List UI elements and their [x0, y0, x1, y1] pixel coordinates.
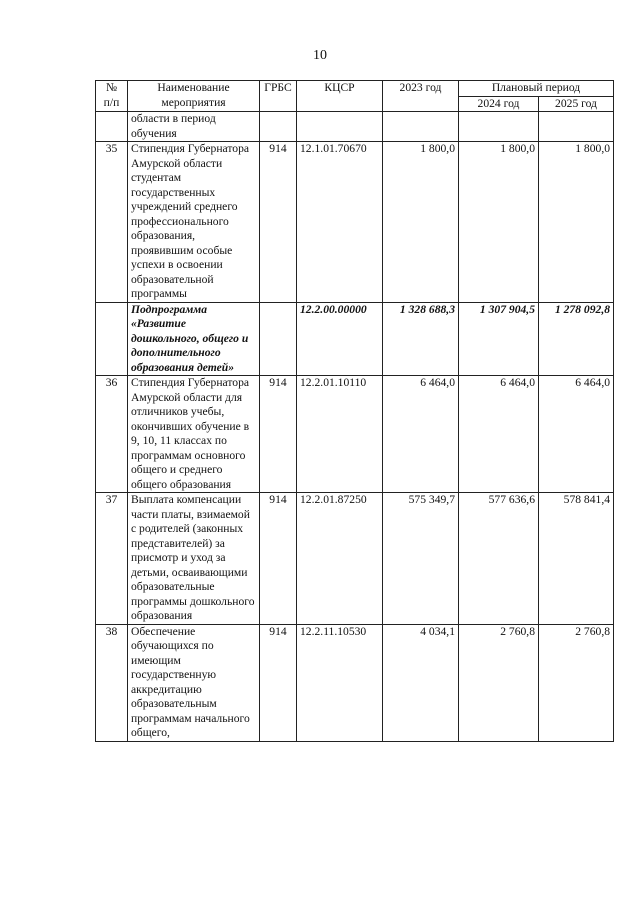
header-grbs: ГРБС [260, 81, 297, 112]
row-kcsr: 12.2.11.10530 [297, 624, 383, 741]
row-2025: 1 800,0 [539, 142, 614, 303]
header-name: Наименование мероприятия [128, 81, 260, 112]
table-row [96, 112, 614, 142]
page-number: 10 [313, 48, 327, 63]
row-2023 [383, 112, 459, 142]
row-2025: 578 841,4 [539, 493, 614, 625]
row-2023: 1 328 688,3 [383, 302, 459, 376]
row-2024: 2 760,8 [459, 624, 539, 741]
row-name: Стипендия Губернатора Амурской области для отличников учебы, окончивших обучение в 9, 10, 11 классах по программам основного общего и среднего общего образования [128, 376, 260, 493]
row-grbs: 914 [260, 142, 297, 303]
row-grbs [260, 112, 297, 142]
row-name: Подпрограмма «Развитие дошкольного, общего и дополнительного образования детей» [128, 302, 260, 376]
row-2024: 1 800,0 [459, 142, 539, 303]
row-name: Стипендия Губернатора Амурской области студентам государственных учреждений среднего профессионального образования, проявившим особые успехи в освоении образовательной программы [128, 142, 260, 303]
header-number: № п/п [96, 81, 128, 112]
row-2024 [459, 112, 539, 142]
row-kcsr: 12.1.01.70670 [297, 142, 383, 303]
row-2023: 575 349,7 [383, 493, 459, 625]
table-header-row [96, 81, 614, 97]
row-name: Выплата компенсации части платы, взимаемой с родителей (законных представителей) за присмотр и уход за детьми, осваивающими образовательные программы дошкольного образования [128, 493, 260, 625]
row-grbs: 914 [260, 376, 297, 493]
row-number [96, 302, 128, 376]
row-name: области в период обучения [128, 112, 260, 142]
header-2024: 2024 год [459, 96, 539, 112]
row-2023: 6 464,0 [383, 376, 459, 493]
row-grbs: 914 [260, 624, 297, 741]
table-row [96, 624, 614, 741]
row-2024: 577 636,6 [459, 493, 539, 625]
row-2025: 6 464,0 [539, 376, 614, 493]
row-grbs [260, 302, 297, 376]
header-planned-period: Плановый период [459, 81, 614, 97]
row-grbs: 914 [260, 493, 297, 625]
row-2024: 1 307 904,5 [459, 302, 539, 376]
row-number: 36 [96, 376, 128, 493]
row-number [96, 112, 128, 142]
header-kcsr: КЦСР [297, 81, 383, 112]
row-name: Обеспечение обучающихся по имеющим государственную аккредитацию образовательным программам начального общего, [128, 624, 260, 741]
subprogram-row [96, 302, 614, 376]
row-2025: 2 760,8 [539, 624, 614, 741]
row-number: 37 [96, 493, 128, 625]
row-number: 35 [96, 142, 128, 303]
row-2023: 4 034,1 [383, 624, 459, 741]
row-2023: 1 800,0 [383, 142, 459, 303]
header-2023: 2023 год [383, 81, 459, 112]
row-2025: 1 278 092,8 [539, 302, 614, 376]
row-number: 38 [96, 624, 128, 741]
table-row [96, 376, 614, 493]
table-row [96, 493, 614, 625]
row-kcsr: 12.2.01.10110 [297, 376, 383, 493]
row-2025 [539, 112, 614, 142]
budget-table [95, 80, 614, 742]
row-kcsr: 12.2.00.00000 [297, 302, 383, 376]
row-kcsr: 12.2.01.87250 [297, 493, 383, 625]
header-2025: 2025 год [539, 96, 614, 112]
table-row [96, 142, 614, 303]
row-kcsr [297, 112, 383, 142]
row-2024: 6 464,0 [459, 376, 539, 493]
